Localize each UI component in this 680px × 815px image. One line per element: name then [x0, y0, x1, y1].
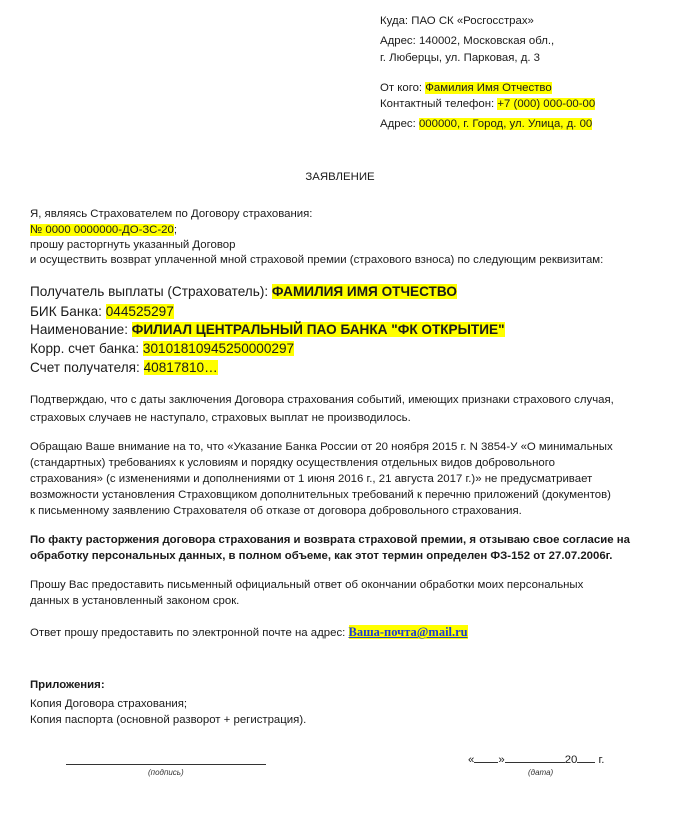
- attention-line-1: Обращаю Ваше внимание на то, что «Указание Банка России от 20 ноября 2015 г. N 3854-У «О минимальных: [30, 441, 613, 453]
- contract-number-line: [30, 223, 177, 238]
- signature-line: [66, 764, 266, 765]
- phone-label: Контактный телефон:: [380, 98, 495, 110]
- contract-number: № 0000 0000000-ДО-ЗС-20: [30, 224, 174, 236]
- email-line-text: Ответ прошу предоставить по электронной почте на адрес:: [30, 627, 349, 639]
- intro-line-3: прошу расторгнуть указанный Договор: [30, 239, 236, 251]
- attention-line-2: (стандартных) требованиях к условиям и порядку осуществления отдельных видов добровольного: [30, 457, 555, 469]
- requisite-value: 044525297: [105, 304, 174, 319]
- signature-caption: (подпись): [148, 768, 184, 777]
- requisite-label: Корр. счет банка:: [30, 341, 143, 356]
- email-line: [30, 625, 468, 641]
- date-close-quote: »: [498, 754, 505, 766]
- recipient-line: Куда: ПАО СК «Росгосстрах»: [380, 15, 534, 27]
- requisite-recipient: [30, 283, 457, 300]
- requisite-bank-name: [30, 321, 505, 338]
- date-year-blank: [577, 752, 595, 763]
- requisite-value: 30101810945250000297: [142, 341, 295, 356]
- confirm-line-2: страховых случаев не наступало, страховых выплат не производилось.: [30, 412, 411, 424]
- attachments-heading: Приложения:: [30, 679, 105, 691]
- date-day-blank: [474, 752, 498, 763]
- requisite-corr-account: [30, 340, 294, 357]
- request-line-1: Прошу Вас предоставить письменный официальный ответ об окончании обработки моих персональных: [30, 579, 584, 591]
- request-line-2: данных в установленный законом срок.: [30, 595, 240, 607]
- date-open-quote: «: [468, 754, 475, 766]
- attachment-item: Копия паспорта (основной разворот + регистрация).: [30, 714, 307, 726]
- intro-line-4: и осуществить возврат уплаченной мной страховой премии (страхового взноса) по следующим реквизитам:: [30, 254, 604, 266]
- recipient-address-1: Адрес: 140002, Московская обл.,: [380, 35, 555, 47]
- date-caption: (дата): [528, 768, 554, 777]
- requisite-label: Счет получателя:: [30, 360, 144, 375]
- document-title: ЗАЯВЛЕНИЕ: [305, 171, 375, 183]
- sender-address-label: Адрес:: [380, 118, 416, 130]
- requisite-value: ФАМИЛИЯ ИМЯ ОТЧЕСТВО: [271, 284, 457, 299]
- recipient-address-2: г. Люберцы, ул. Парковая, д. 3: [380, 52, 541, 64]
- intro-line-1: Я, являясь Страхователем по Договору страхования:: [30, 208, 313, 220]
- requisite-value: ФИЛИАЛ ЦЕНТРАЛЬНЫЙ ПАО БАНКА "ФК ОТКРЫТИЕ": [131, 322, 505, 337]
- requisite-bik: [30, 303, 174, 320]
- phone-value: +7 (000) 000-00-00: [497, 98, 596, 110]
- attention-line-3: страхования» (с изменениями и дополнениями от 1 июня 2016 г., 21 августа 2017 г.)» не предусматривает: [30, 473, 593, 485]
- phone-line: [380, 97, 595, 112]
- date-month-blank: [505, 752, 565, 763]
- attention-line-4: возможности установления Страховщиком дополнительных требований к перечню приложений (документов): [30, 489, 611, 501]
- contract-number-suffix: ;: [173, 224, 178, 236]
- date-year: 20: [564, 754, 578, 766]
- date-field: [468, 752, 604, 768]
- requisite-label: БИК Банка:: [30, 304, 106, 319]
- requisite-value: 40817810…: [143, 360, 218, 375]
- email-link[interactable]: Ваша-почта@mail.ru: [348, 625, 468, 639]
- sender-label: От кого:: [380, 82, 423, 94]
- sender-name: Фамилия Имя Отчество: [425, 82, 552, 94]
- attention-line-5: к письменному заявлению Страхователя об отказе от договора добровольного страхования.: [30, 505, 522, 517]
- requisite-account: [30, 359, 218, 376]
- consent-line-2: обработку персональных данных, в полном объеме, как этот термин определен ФЗ-152 от 27.07.2006г.: [30, 550, 613, 562]
- sender-address-value: 000000, г. Город, ул. Улица, д. 00: [418, 118, 593, 130]
- requisite-label: Наименование:: [30, 322, 132, 337]
- attachment-item: Копия Договора страхования;: [30, 698, 188, 710]
- confirm-line-1: Подтверждаю, что с даты заключения Договора страхования событий, имеющих признаки страхового случая,: [30, 394, 614, 406]
- date-year-suffix: г.: [598, 754, 605, 766]
- sender-line: [380, 81, 552, 96]
- sender-address-line: [380, 117, 592, 132]
- consent-line-1: По факту расторжения договора страхования и возврата страховой премии, я отзываю свое согласие на: [30, 534, 630, 546]
- requisite-label: Получатель выплаты (Страхователь):: [30, 284, 272, 299]
